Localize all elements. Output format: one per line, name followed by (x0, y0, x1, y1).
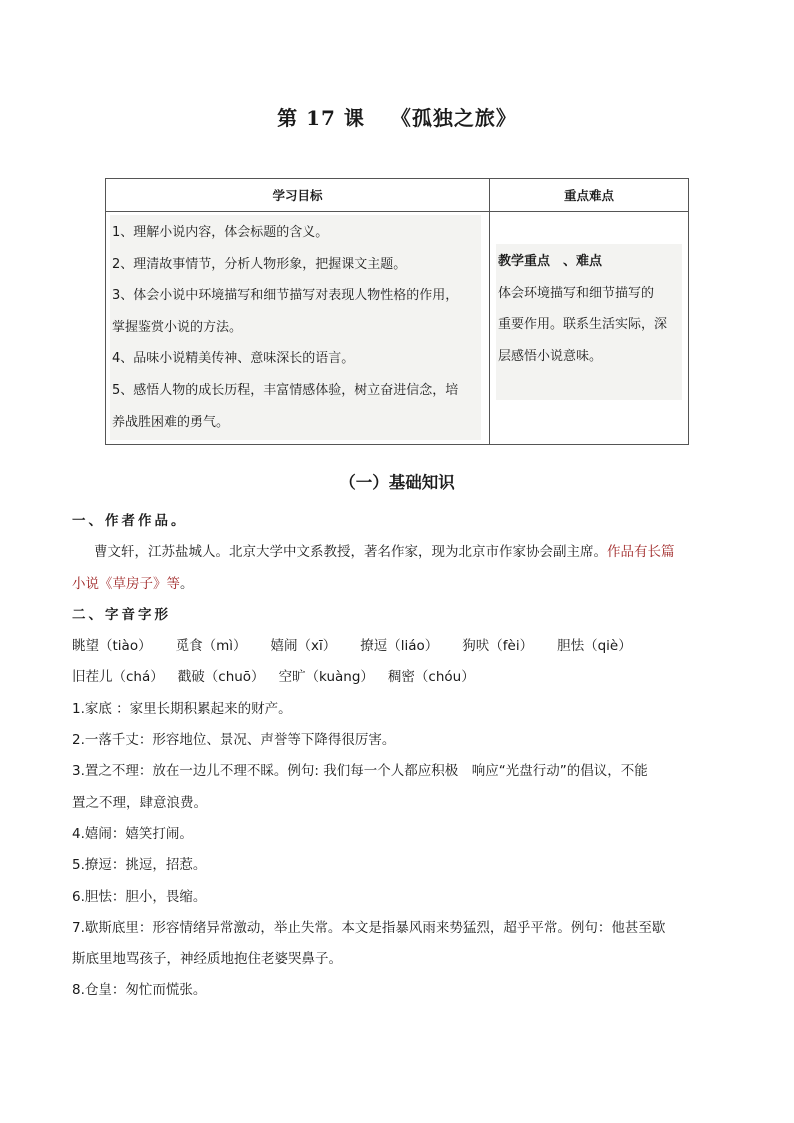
definition-line: 1.家底 ：家里长期积累起来的财产。 (72, 700, 292, 717)
goals-header: 学习目标 (106, 179, 490, 212)
pronunciation-heading: 二、字音字形 (72, 606, 171, 623)
page-title (0, 102, 794, 131)
key-points-header: 重点难点 (490, 179, 689, 212)
pinyin-item: 觅食（mì） (175, 638, 247, 655)
goal-line: 3、体会小说中环境描写和细节描写对表现人物性格的作用， (112, 288, 459, 304)
goal-line: 2、理清故事情节，分析人物形象，把握课文主题。 (112, 256, 407, 272)
works-highlight: 作品有长篇 (607, 544, 675, 561)
goal-line: 养战胜困难的勇气。 (112, 414, 230, 430)
basic-knowledge-body (72, 506, 732, 1007)
pinyin-item: 戳破（chuō） (177, 669, 265, 686)
goal-line: 4、品味小说精美传神、意味深长的语言。 (112, 351, 355, 367)
author-paragraph (72, 537, 732, 568)
lesson-number: 第 17 课 (277, 106, 365, 130)
definition-line: 6.胆怯：胆小，畏缩。 (72, 888, 207, 905)
lesson-name: 《孤独之旅》 (390, 106, 517, 130)
section-title: （一）基础知识 (339, 473, 455, 492)
key-points-line: 层感悟小说意味。 (498, 348, 603, 364)
key-points-line: 重要作用。联系生活实际，深 (498, 317, 668, 333)
pinyin-item: 空旷（kuàng） (278, 669, 374, 686)
definition-line: 3.置之不理：放在一边儿不理不睬。例句: 我们每一个人都应积极 响应“光盘行动”的倡议，不能 (72, 763, 648, 780)
goal-line: 掌握鉴赏小说的方法。 (112, 319, 243, 335)
definition-line: 2.一落千丈：形容地位、景况、声誉等下降得很厉害。 (72, 732, 396, 749)
goal-line: 5、感悟人物的成长历程，丰富情感体验，树立奋进信念，培 (112, 382, 459, 398)
goal-list (110, 215, 481, 440)
pronunciation-row (72, 631, 732, 662)
works-end: 。 (180, 575, 194, 592)
definition-line: 5.撩逗：挑逗，招惹。 (72, 857, 207, 874)
definition-line: 斯底里地骂孩子，神经质地抱住老婆哭鼻子。 (72, 951, 342, 968)
pinyin-item: 狗吠（fèi） (462, 638, 534, 655)
author-intro: 曹文轩，江苏盐城人。北京大学中文系教授，著名作家，现为北京市作家协会副主席。 (94, 544, 607, 561)
pronunciation-row (72, 662, 732, 693)
works-highlight: 小说《草房子》等 (72, 575, 180, 592)
pinyin-item: 旧茬儿（chá） (72, 669, 164, 686)
key-points-cell (490, 212, 689, 445)
key-points-box (496, 244, 682, 400)
pinyin-item: 撩逗（liáo） (360, 638, 439, 655)
key-points-heading: 教学重点 、难点 (498, 254, 603, 269)
pinyin-item: 嬉闹（xī） (270, 638, 337, 655)
goal-line: 1、理解小说内容，体会标题的含义。 (112, 225, 329, 240)
goals-table (105, 178, 689, 445)
definition-line: 4.嬉闹：嬉笑打闹。 (72, 825, 193, 842)
key-points-line: 体会环境描写和细节描写的 (498, 285, 655, 301)
definition-line: 8.仓皇：匆忙而慌张。 (72, 982, 207, 999)
author-heading: 一、作者作品。 (72, 513, 188, 529)
pinyin-item: 胆怯（qiè） (557, 638, 632, 655)
author-paragraph-cont (72, 569, 732, 600)
pinyin-item: 眺望（tiào） (72, 638, 152, 655)
definition-line: 置之不理，肆意浪费。 (72, 794, 207, 811)
definition-line: 7.歇斯底里：形容情绪异常激动，举止失常。本文是指暴风雨来势猛烈，超乎平常。例句：他甚至歇 (72, 919, 666, 936)
pinyin-item: 稠密（chóu） (387, 669, 475, 686)
goals-cell (106, 212, 490, 445)
